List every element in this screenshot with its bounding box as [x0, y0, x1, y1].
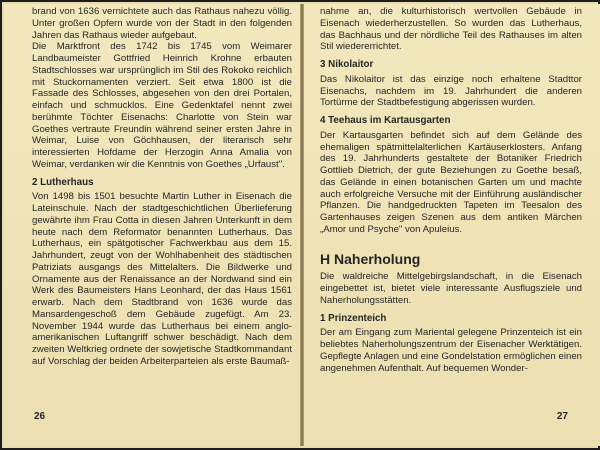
right-paragraph-4: Die waldreiche Mittelgebirgslandschaft, in die Eisenach eingebettet ist, bietet viele interessante Ausflugsziele und Naherholungsstätten. — [320, 271, 582, 306]
right-paragraph-3: Der Kartausgarten befindet sich auf dem Gelände des ehemaligen spätmittelalterlichen Kartäuserklosters. Anfang des 19. Jahrhunderts gestaltete der Botaniker Friedrich Gottlieb Dietrich, der gute Beziehungen zu Goethe besaß, das Gelände in einen botanischen Garten um und machte auch erfolgreiche Versuche mit der Einführung ausländischer Pflanzen. Die handgedruckten Tapeten im Teesalon des Gartenhauses zeigen Szenen aus dem antiken Märchen „Amor und Psyche" von Apuleius. — [320, 129, 582, 235]
left-page — [4, 4, 300, 446]
right-page — [304, 4, 600, 446]
section-heading-lutherhaus: 2 Lutherhaus — [32, 176, 94, 188]
chapter-heading-naherholung: H Naherholung — [320, 250, 421, 267]
right-page-number: 27 — [556, 411, 568, 422]
section-heading-prinzenteich: 1 Prinzenteich — [320, 312, 387, 324]
left-paragraph-2: Die Marktfront des 1742 bis 1745 vom Weimarer Landbaumeister Gottfried Heinrich Krohne erbauten Stadtschlosses war ursprünglich im Stil des Rokoko reichlich mit Stuckornamenten verziert. Seit etwa 1800 ist die Fassade des Schlosses, abgesehen von den drei Portalen, einfach und schmucklos. Eine Gedenktafel nennt zwei berühmte Töchter Eisenachs: Charlotte von Stein war Goethes vertraute Freundin während seiner ersten Jahre in Weimar, Luise von Göchhausen, der literarisch sehr interessierten Hofdame der Herzogin Anna Amalia von Weimar, verdanken wir die Kenntnis von Goethes „Urfaust". — [32, 41, 292, 170]
right-paragraph-1: nahme an, die kulturhistorisch wertvollen Gebäude in Eisenach wiederherzustellen. So wurden das Lutherhaus, das Bachhaus und der nördliche Teil des Rathauses im alten Stil wiedererrichtet. — [320, 6, 582, 53]
section-heading-teehaus: 4 Teehaus im Kartausgarten — [320, 115, 451, 126]
left-paragraph-1: brand von 1636 vernichtete auch das Rathaus nahezu völlig. Unter großen Opfern wurde von der Stadt in den folgenden Jahren das Rathaus wieder aufgebaut. — [32, 6, 292, 41]
right-text-column — [320, 6, 582, 374]
left-page-number: 26 — [34, 411, 46, 422]
section-heading-nikolaitor: 3 Nikolaitor — [320, 59, 374, 70]
right-paragraph-2: Das Nikolaitor ist das einzige noch erhaltene Stadttor Eisenachs, nachdem im 19. Jahrhundert die anderen Tortürme der Stadtbefestigung abgerissen wurden. — [320, 73, 582, 109]
left-paragraph-3: Von 1498 bis 1501 besuchte Martin Luther in Eisenach die Lateinschule. Nach der stadtgeschichtlichen Überlieferung gewährte ihm Frau Cotta in diesen Jahren Unterkunft in dem heute nach dem Reformator benannten Lutherhaus. Das Lutherhaus, ein spätgotischer Fachwerkbau aus dem 15. Jahrhundert, zeugt von der Wohlhabenheit des städtischen Patriziats ausgangs des Mittelalters. Die Bildwerke und Ornamente aus der Renaissance an der Nordwand sind ein Werk des Baumeisters Hans Leonhard, der das Haus 1561 erwarb. Nach dem Stadtbrand von 1636 wurde das Mansardengeschoß dem Gebäude zugefügt. Am 23. November 1944 wurde das Lutherhaus bei einem anglo-amerikanischen Luftangriff schwer beschädigt. Nach dem zweiten Weltkrieg ordnete der sowjetische Stadtkommandant auf Vorschlag der beiden Arbeiterparteien als erste Baumaß- — [32, 191, 292, 367]
right-paragraph-5: Der am Eingang zum Mariental gelegene Prinzenteich ist ein beliebtes Naherholungszentrum der Eisenacher Werktätigen. Gepflegte Anlagen und eine Gondelstation ermöglichen einen angenehmen Aufenthalt. Auf bequemen Wonder- — [320, 327, 582, 374]
left-text-column — [32, 6, 292, 368]
